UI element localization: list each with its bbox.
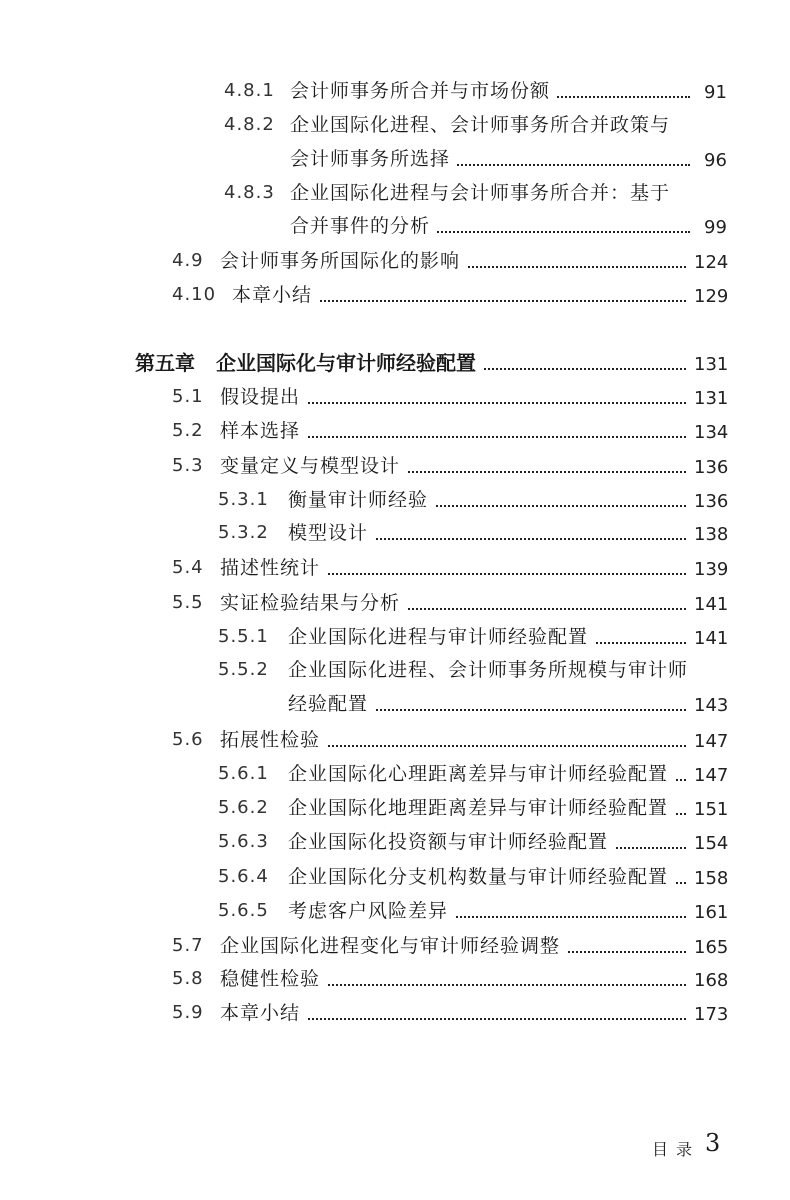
page-number: 143 — [688, 691, 728, 721]
section-title: 会计师事务所合并与市场份额 — [290, 76, 556, 106]
toc-entry-5-3 — [0, 451, 790, 481]
toc-entry-4-10 — [0, 280, 790, 310]
section-title: 考虑客户风险差异 — [288, 896, 454, 926]
chapter-label: 第五章 — [135, 351, 195, 375]
section-title: 企业国际化进程与会计师事务所合并：基于 — [290, 178, 676, 208]
toc-entry-5-5-2-cont — [0, 689, 790, 719]
page-number: 134 — [688, 418, 728, 448]
section-title: 衡量审计师经验 — [288, 485, 434, 515]
section-number: 5.5.1 — [218, 626, 269, 647]
section-number: 5.5.2 — [218, 659, 269, 680]
page-number: 131 — [688, 350, 728, 380]
footer-page-number: 3 — [705, 1129, 721, 1157]
section-number: 5.6.5 — [218, 900, 269, 921]
page-number: 165 — [688, 933, 728, 963]
page-number: 139 — [688, 555, 728, 585]
page-number: 161 — [688, 898, 728, 928]
page-number: 131 — [688, 384, 728, 414]
toc-entry-5-1 — [0, 382, 790, 412]
section-title: 会计师事务所国际化的影响 — [220, 246, 466, 276]
chapter-title: 企业国际化与审计师经验配置 — [216, 348, 482, 378]
section-title: 变量定义与模型设计 — [220, 451, 406, 481]
toc-entry-5-6-4 — [0, 862, 790, 892]
page-number: 147 — [688, 761, 728, 791]
toc-entry-4-8-3 — [0, 178, 790, 208]
toc-entry-5-3-2 — [0, 518, 790, 548]
page-number: 136 — [688, 487, 728, 517]
section-title: 样本选择 — [220, 416, 306, 446]
section-number: 4.8.2 — [224, 114, 275, 135]
section-number: 5.2 — [172, 420, 204, 441]
section-title: 企业国际化进程变化与审计师经验调整 — [220, 931, 566, 961]
page-number: 129 — [688, 282, 728, 312]
section-title: 企业国际化投资额与审计师经验配置 — [288, 827, 614, 857]
page-number: 138 — [688, 520, 728, 550]
section-number: 5.8 — [172, 968, 204, 989]
toc-entry-4-8-2 — [0, 110, 790, 140]
toc-entry-5-6-3 — [0, 827, 790, 857]
section-number: 4.9 — [172, 250, 204, 271]
section-number: 4.8.1 — [224, 80, 275, 101]
section-title: 稳健性检验 — [220, 964, 326, 994]
toc-entry-5-5-2 — [0, 655, 790, 685]
section-title-continuation: 合并事件的分析 — [290, 211, 436, 241]
footer-label: 目录 — [652, 1140, 701, 1159]
section-number: 5.6.1 — [218, 763, 269, 784]
section-title: 企业国际化分支机构数量与审计师经验配置 — [288, 862, 674, 892]
section-number: 5.6 — [172, 729, 204, 750]
section-number: 5.7 — [172, 935, 204, 956]
toc-entry-4-8-2-cont — [0, 144, 790, 174]
section-number: 5.9 — [172, 1002, 204, 1023]
section-title: 企业国际化进程与审计师经验配置 — [288, 622, 594, 652]
page-number: 141 — [688, 590, 728, 620]
section-title: 企业国际化心理距离差异与审计师经验配置 — [288, 759, 674, 789]
page-number: 96 — [698, 146, 727, 176]
section-number: 5.3.2 — [218, 522, 269, 543]
toc-entry-4-8-1 — [0, 76, 790, 106]
section-number: 5.1 — [172, 386, 204, 407]
page-number: 158 — [688, 864, 728, 894]
toc-entry-5-7 — [0, 931, 790, 961]
toc-entry-5-4 — [0, 553, 790, 583]
toc-entry-5-6-5 — [0, 896, 790, 926]
section-title: 实证检验结果与分析 — [220, 588, 406, 618]
page-number: 168 — [688, 966, 728, 996]
section-number: 5.6.3 — [218, 831, 269, 852]
section-title: 本章小结 — [220, 998, 306, 1028]
section-title: 企业国际化进程、会计师事务所规模与审计师 — [288, 655, 694, 685]
page-number: 124 — [688, 248, 728, 278]
section-title: 模型设计 — [288, 518, 374, 548]
section-title: 本章小结 — [232, 280, 318, 310]
section-number: 4.10 — [172, 284, 217, 305]
page-number: 147 — [688, 727, 728, 757]
section-number: 5.6.2 — [218, 797, 269, 818]
section-title: 描述性统计 — [220, 553, 326, 583]
page-number: 136 — [688, 453, 728, 483]
toc-entry-5-2 — [0, 416, 790, 446]
toc-entry-5-5-1 — [0, 622, 790, 652]
page-number: 173 — [688, 1000, 728, 1030]
section-number: 5.3 — [172, 455, 204, 476]
section-title: 企业国际化进程、会计师事务所合并政策与 — [290, 110, 676, 140]
toc-chapter-5 — [0, 348, 790, 378]
toc-entry-5-8 — [0, 964, 790, 994]
toc-entry-5-6 — [0, 725, 790, 755]
section-title-continuation: 会计师事务所选择 — [290, 144, 456, 174]
toc-entry-5-9 — [0, 998, 790, 1028]
section-number: 5.6.4 — [218, 866, 269, 887]
toc-entry-4-8-3-cont — [0, 211, 790, 241]
toc-entry-4-9 — [0, 246, 790, 276]
page-number: 141 — [688, 624, 728, 654]
page-number: 151 — [688, 795, 728, 825]
section-number: 5.5 — [172, 592, 204, 613]
section-title: 企业国际化地理距离差异与审计师经验配置 — [288, 793, 674, 823]
toc-entry-5-5 — [0, 588, 790, 618]
section-title: 拓展性检验 — [220, 725, 326, 755]
section-title-continuation: 经验配置 — [288, 689, 374, 719]
page-number: 91 — [698, 78, 727, 108]
toc-entry-5-6-2 — [0, 793, 790, 823]
section-title: 假设提出 — [220, 382, 306, 412]
toc-entry-5-6-1 — [0, 759, 790, 789]
page-number: 99 — [698, 213, 727, 243]
page-number: 154 — [688, 829, 728, 859]
section-number: 5.4 — [172, 557, 204, 578]
toc-entry-5-3-1 — [0, 485, 790, 515]
section-number: 5.3.1 — [218, 489, 269, 510]
section-number: 4.8.3 — [224, 182, 275, 203]
